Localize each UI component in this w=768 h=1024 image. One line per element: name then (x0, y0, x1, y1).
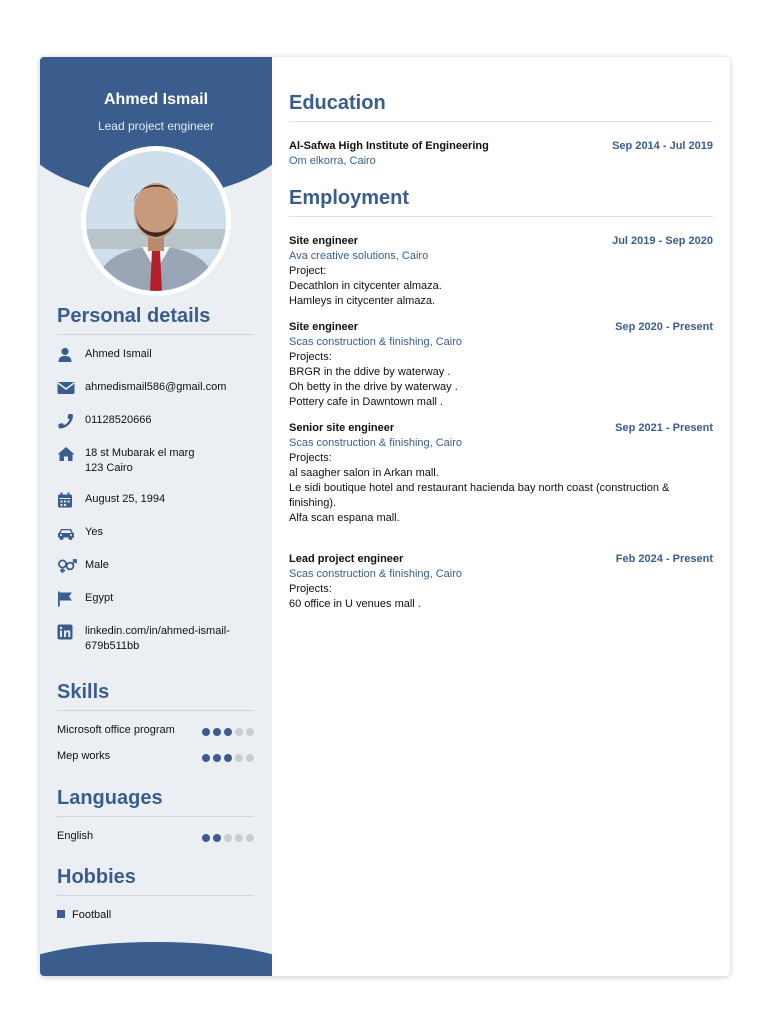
personal-phone-text[interactable]: 01128520666 (85, 414, 152, 426)
calendar-icon (57, 492, 75, 508)
personal-linkedin-link[interactable] (85, 624, 255, 654)
rating-dot (202, 754, 210, 762)
personal-address-line-1: 18 st Mubarak el marg (85, 447, 195, 459)
rating-dot (246, 834, 254, 842)
language-rating (199, 832, 254, 846)
entry-title: Site engineer (289, 321, 359, 333)
rating-dot (246, 728, 254, 736)
square-bullet-icon (57, 910, 65, 918)
person-icon (57, 347, 75, 363)
personal-name-text: Ahmed Ismail (85, 348, 152, 360)
entry-line: Decathlon in citycenter almaza. (289, 280, 442, 292)
sidebar (40, 57, 272, 976)
envelope-icon (57, 380, 75, 396)
employment-entry (289, 552, 713, 612)
languages-section (57, 787, 254, 847)
entry-line: Projects: (289, 583, 332, 595)
entry-line: al saagher salon in Arkan mall. (289, 467, 439, 479)
personal-linkedin-line-1: linkedin.com/in/ahmed-ismail- (85, 625, 230, 637)
resume-page (40, 57, 730, 976)
entry-line: BRGR in the ddive by waterway . (289, 366, 451, 378)
employment-heading: Employment (289, 187, 713, 217)
entry-title: Senior site engineer (289, 422, 395, 434)
entry-line: Oh betty in the drive by waterway . (289, 381, 458, 393)
profile-photo (81, 146, 231, 296)
personal-birthdate-text: August 25, 1994 (85, 493, 166, 505)
skills-section (57, 681, 254, 771)
skill-row (57, 749, 254, 763)
sidebar-footer-band (40, 942, 272, 976)
personal-gender-text: Male (85, 559, 109, 571)
entry-title: Lead project engineer (289, 553, 404, 565)
linkedin-icon (57, 624, 75, 640)
employment-entry (289, 320, 713, 410)
personal-nationality-text: Egypt (85, 592, 114, 604)
hobby-text: Football (72, 909, 112, 921)
skill-row (57, 723, 254, 737)
entry-line: Projects: (289, 351, 332, 363)
entry-date: Sep 2021 - Present (615, 422, 713, 434)
entry-date: Feb 2024 - Present (615, 553, 713, 565)
rating-dot (235, 754, 243, 762)
rating-dot (235, 728, 243, 736)
entry-date: Sep 2014 - Jul 2019 (612, 140, 713, 152)
flag-icon (57, 591, 75, 607)
personal-linkedin-line-2: 679b511bb (85, 640, 140, 652)
skills-heading: Skills (57, 681, 254, 711)
profile-name: Ahmed Ismail (103, 91, 209, 108)
entry-line: Alfa scan espana mall. (289, 512, 400, 524)
entry-place: Om elkorra, Cairo (289, 155, 376, 167)
language-row (57, 829, 254, 843)
employment-entry (289, 421, 713, 526)
rating-dot (202, 728, 210, 736)
gender-icon (57, 558, 75, 574)
hobbies-heading: Hobbies (57, 866, 254, 896)
entry-date: Jul 2019 - Sep 2020 (612, 235, 713, 247)
entry-place: Scas construction & finishing, Cairo (289, 336, 463, 348)
rating-dot (213, 728, 221, 736)
personal-driving-license-text: Yes (85, 526, 103, 538)
entry-line: Project: (289, 265, 327, 277)
car-icon (57, 525, 75, 541)
entry-title: Site engineer (289, 235, 359, 247)
entry-line: Projects: (289, 452, 332, 464)
phone-icon (57, 413, 75, 429)
entry-date: Sep 2020 - Present (615, 321, 713, 333)
employment-entry (289, 234, 713, 309)
education-entry (289, 139, 713, 169)
entry-line: finishing). (289, 497, 337, 509)
education-heading: Education (289, 92, 713, 122)
skill-name: Mep works (57, 750, 111, 762)
entry-line: Pottery cafe in Dawntown mall . (289, 396, 444, 408)
rating-dot (213, 834, 221, 842)
profile-title: Lead project engineer (97, 119, 215, 133)
rating-dot (246, 754, 254, 762)
hobbies-section (57, 866, 254, 926)
home-icon (57, 446, 75, 462)
personal-email-text[interactable]: ahmedismail586@gmail.com (85, 381, 227, 393)
rating-dot (224, 834, 232, 842)
hobby-item (57, 908, 111, 922)
entry-title: Al-Safwa High Institute of Engineering (289, 140, 489, 152)
personal-details-section (57, 305, 254, 665)
rating-dot (213, 754, 221, 762)
rating-dot (224, 728, 232, 736)
skill-rating (199, 726, 254, 740)
skill-rating (199, 752, 254, 766)
skill-name: Microsoft office program (57, 724, 175, 736)
entry-line: Hamleys in citycenter almaza. (289, 295, 436, 307)
personal-details-heading: Personal details (57, 305, 254, 335)
rating-dot (235, 834, 243, 842)
entry-line: 60 office in U venues mall . (289, 598, 421, 610)
personal-address-line-2: 123 Cairo (85, 462, 133, 474)
profile-photo-image (86, 151, 226, 291)
entry-place: Scas construction & finishing, Cairo (289, 568, 463, 580)
language-name: English (57, 830, 94, 842)
rating-dot (224, 754, 232, 762)
entry-line: Le sidi boutique hotel and restaurant hacienda bay north coast (construction & (289, 482, 670, 494)
languages-heading: Languages (57, 787, 254, 817)
entry-place: Scas construction & finishing, Cairo (289, 437, 463, 449)
entry-place: Ava creative solutions, Cairo (289, 250, 429, 262)
rating-dot (202, 834, 210, 842)
